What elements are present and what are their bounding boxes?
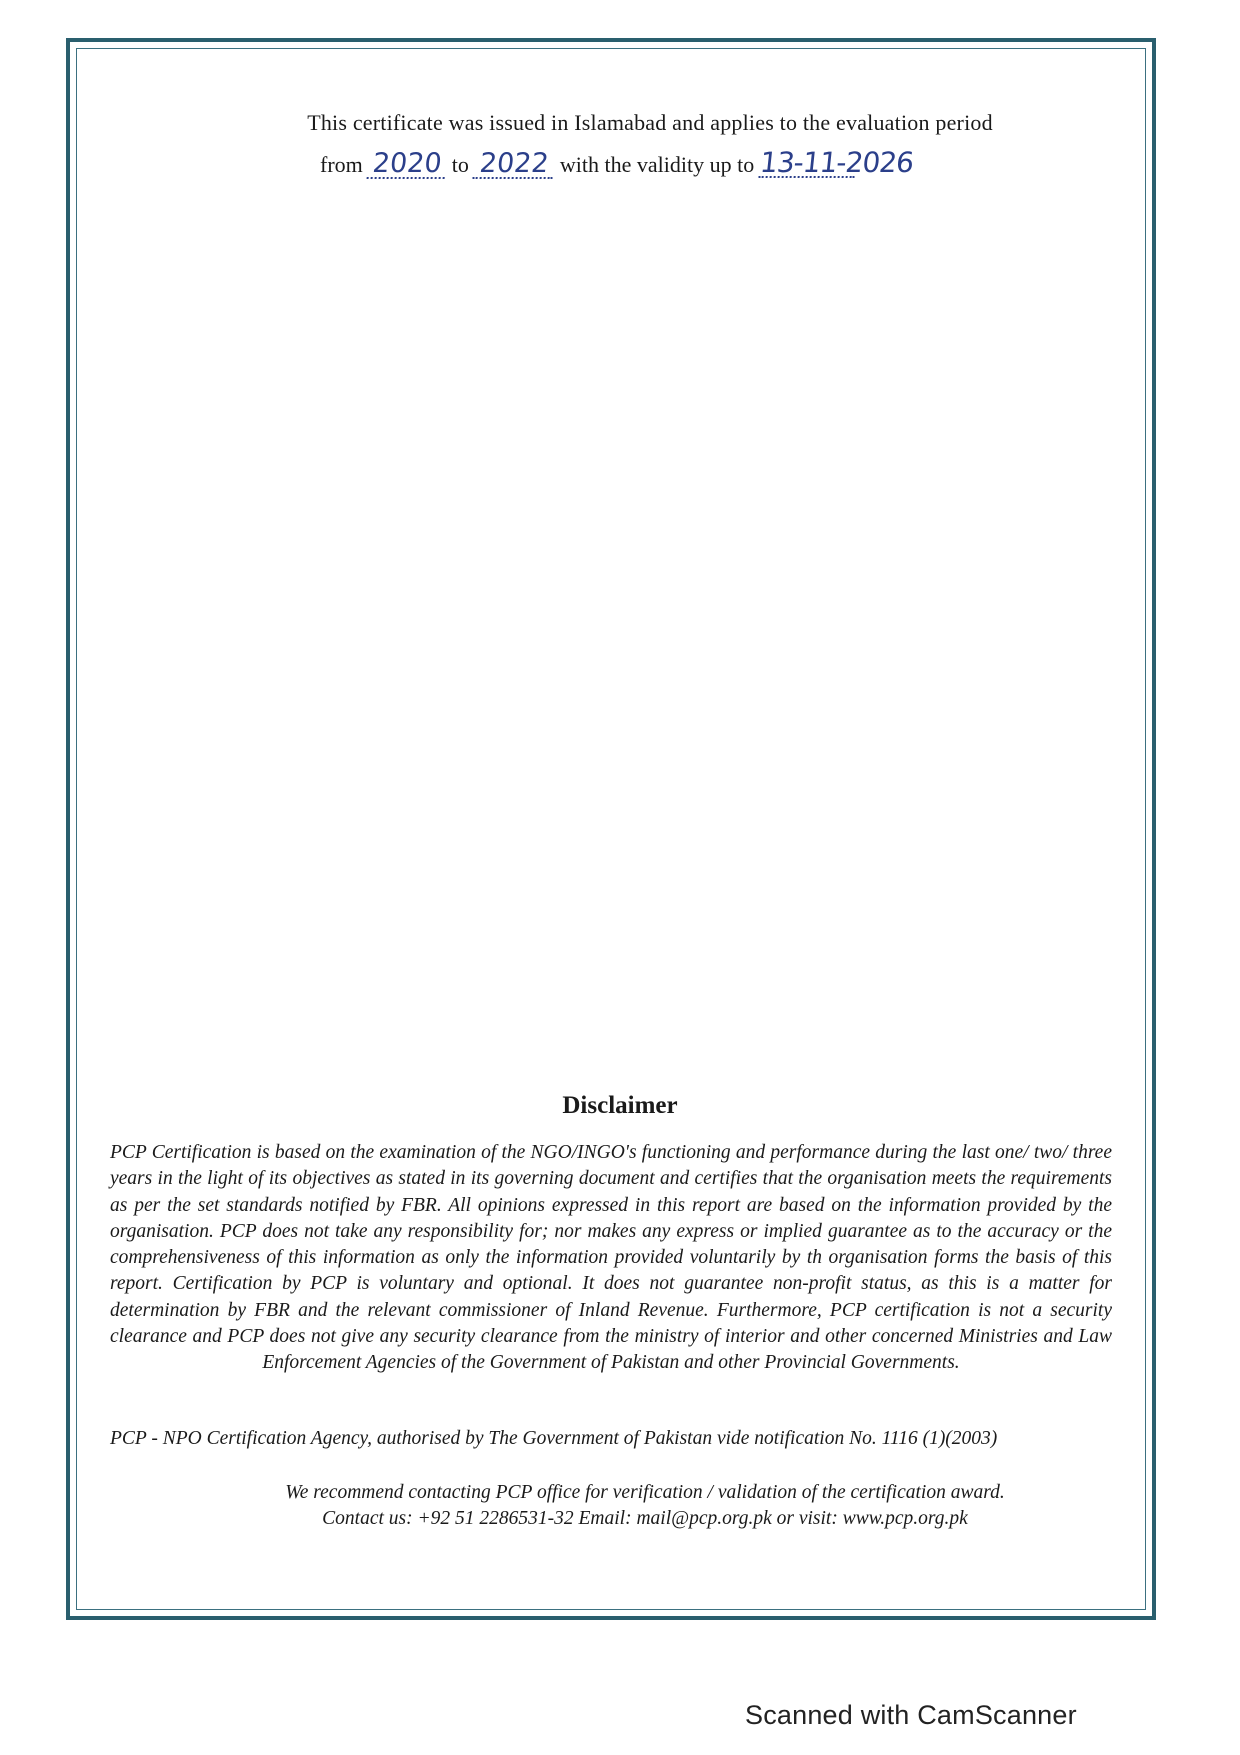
issue-statement: This certificate was issued in Islamabad and applies to the evaluation period [307,110,993,135]
from-label: from [320,152,363,177]
disclaimer-heading: Disclaimer [562,1092,678,1119]
verification-recommendation: We recommend contacting PCP office for verification / validation of the certification award. [285,1482,1005,1503]
camscanner-watermark: Scanned with CamScanner [745,1700,1077,1730]
disclaimer-paragraph: PCP Certification is based on the examination of the NGO/INGO's functioning and performance during the last one/ two/ three years in the light of its objectives as stated in its governing document and certifies that the organisation meets the requirements as per the set standards notified by FBR. All opinions expressed in this report are based on the information provided by the organisation. PCP does not take any responsibility for; nor makes any express or implied guarantee as to the accuracy or the comprehensiveness of this information as only the information provided voluntarily by th organisation forms the basis of this report. Certification by PCP is voluntary and optional. It does not guarantee non-profit status, as this is a matter for determination by FBR and the relevant commissioner of Inland Revenue. Furthermore, PCP certification is not a security clearance and PCP does not give any security clearance from the ministry of interior and other concerned Ministries and Law Enforcement Agencies of the Government of Pakistan and other Provincial Governments. [110,1142,1112,1374]
to-year-handwritten: 2022 [473,151,556,179]
validity-date-handwritten: 13-11-2026 [758,146,915,179]
evaluation-period-line [320,146,915,179]
agency-authorisation-note: PCP - NPO Certification Agency, authorised by The Government of Pakistan vide notification No. 1116 (1)(2003) [110,1428,998,1449]
from-year-handwritten: 2020 [367,151,448,179]
validity-label: with the validity up to [559,152,755,177]
contact-info: Contact us: +92 51 2286531-32 Email: mail@pcp.org.pk or visit: www.pcp.org.pk [322,1508,968,1529]
to-label: to [451,152,469,177]
